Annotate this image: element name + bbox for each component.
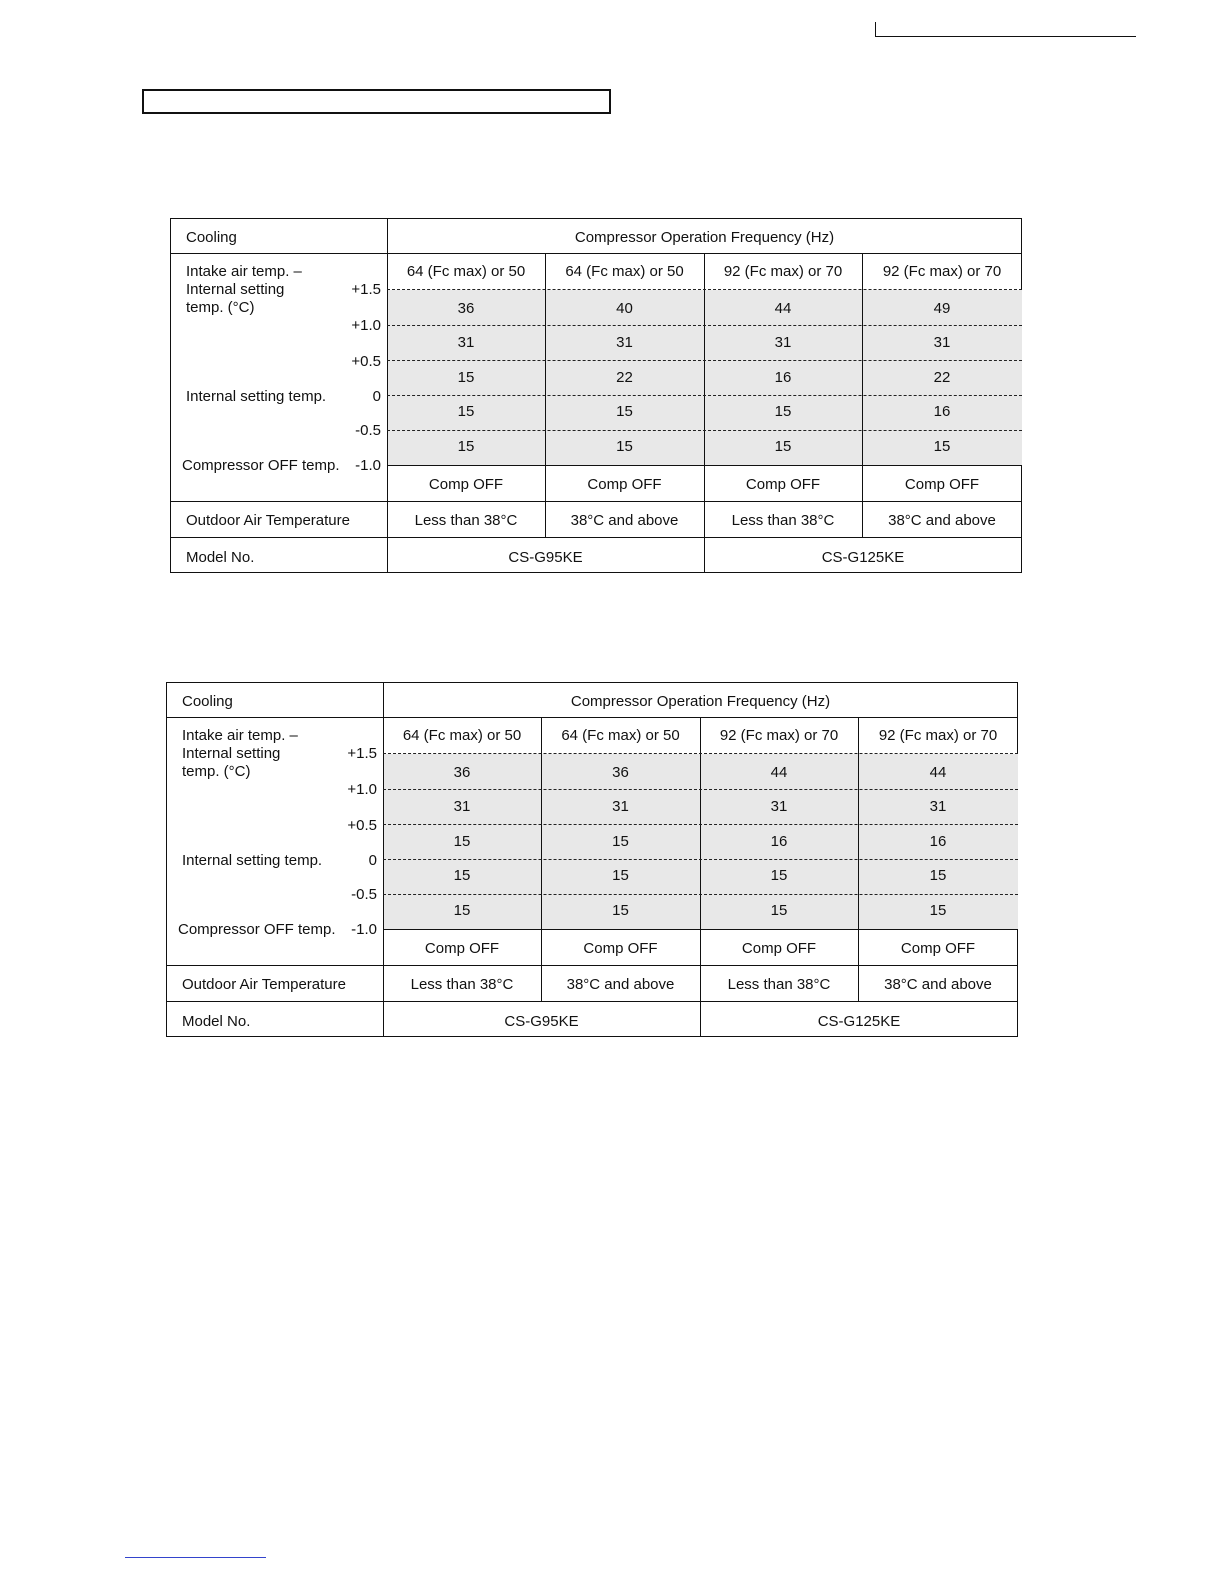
frequency-value: 49 [933,300,951,317]
threshold-value: +1.0 [351,317,381,334]
frequency-value: 15 [774,403,792,420]
frequency-value: 15 [933,438,951,455]
frequency-value: 15 [612,867,629,884]
frequency-value: 36 [457,300,475,317]
frequency-column-header: 92 (Fc max) or 70 [719,727,839,744]
outdoor-temp-cell: Less than 38°C [414,512,518,529]
threshold-dashed-line [387,289,1022,290]
frequency-column-header: 92 (Fc max) or 70 [882,263,1002,280]
comp-off-cell: Comp OFF [904,476,980,493]
comp-off-cell: Comp OFF [741,940,817,957]
frequency-value: 15 [453,833,471,850]
frequency-value: 15 [929,867,947,884]
threshold-value: 0 [368,852,377,869]
threshold-value: +1.0 [347,781,377,798]
threshold-dashed-line [383,789,1018,790]
frequency-value: 15 [457,403,475,420]
internal-setting-label: Internal setting temp. [186,388,327,405]
row-divider [167,1001,1018,1002]
frequency-value: 31 [612,798,629,815]
outdoor-temp-cell: 38°C and above [570,512,679,529]
frequency-value: 44 [774,300,792,317]
comp-off-cell: Comp OFF [424,940,500,957]
threshold-dashed-line [387,325,1022,326]
frequency-value: 16 [770,833,788,850]
intake-label-line3: temp. (°C) [186,299,255,316]
comp-off-cell: Comp OFF [900,940,976,957]
model-number: CS-G125KE [821,549,905,566]
frequency-value: 15 [770,902,788,919]
row-divider [171,537,1022,538]
model-no-label: Model No. [182,1013,251,1030]
outdoor-temp-cell: Less than 38°C [410,976,514,993]
frequency-value: 15 [774,438,792,455]
outdoor-temp-cell: 38°C and above [888,512,996,529]
row-divider [167,717,1018,718]
threshold-value: +1.5 [347,745,377,762]
frequency-value: 15 [457,369,475,386]
model-number: CS-G95KE [504,1013,579,1030]
frequency-value: 22 [616,369,633,386]
frequency-value: 15 [612,833,629,850]
frequency-value: 15 [453,902,471,919]
row-divider [171,253,1022,254]
intake-label-line2: Internal setting [186,281,285,298]
frequency-column-header: 64 (Fc max) or 50 [406,263,526,280]
frequency-value: 36 [612,764,629,781]
threshold-dashed-line [387,360,1022,361]
threshold-value: 0 [372,388,381,405]
threshold-dashed-line [387,395,1022,396]
frequency-value: 31 [453,798,471,815]
row-divider [171,501,1022,502]
frequency-value: 31 [457,334,475,351]
frequency-value: 15 [929,902,947,919]
comp-off-cell: Comp OFF [583,940,658,957]
outdoor-air-temp-label: Outdoor Air Temperature [182,976,346,993]
threshold-value: +0.5 [351,353,381,370]
threshold-dashed-line [387,430,1022,431]
frequency-value: 31 [774,334,792,351]
outdoor-temp-cell: 38°C and above [566,976,675,993]
threshold-dashed-line [383,859,1018,860]
frequency-value: 16 [929,833,947,850]
frequency-header: Compressor Operation Frequency (Hz) [574,229,835,246]
frequency-value: 15 [616,403,633,420]
comp-off-cell: Comp OFF [428,476,504,493]
threshold-value: +0.5 [347,817,377,834]
threshold-value: -0.5 [355,422,381,439]
frequency-value: 44 [770,764,788,781]
frequency-value: 40 [616,300,633,317]
comp-off-temp-label: Compressor OFF temp. [178,921,336,938]
row-divider [167,965,1018,966]
frequency-value: 15 [616,438,633,455]
comp-off-temp-label: Compressor OFF temp. [182,457,340,474]
frequency-value: 22 [933,369,951,386]
footer-link-underline [125,1557,266,1558]
frequency-column-header: 64 (Fc max) or 50 [565,263,684,280]
frequency-table-2 [166,682,1018,1037]
threshold-value: -0.5 [351,886,377,903]
frequency-value: 15 [612,902,629,919]
model-number: CS-G95KE [508,549,583,566]
frequency-value: 31 [770,798,788,815]
frequency-value: 36 [453,764,471,781]
threshold-dashed-line [383,894,1018,895]
intake-label-line1: Intake air temp. – [186,263,302,280]
outdoor-temp-cell: 38°C and above [884,976,992,993]
frequency-table-1 [170,218,1022,573]
threshold-value: +1.5 [351,281,381,298]
frequency-value: 31 [933,334,951,351]
outdoor-temp-cell: Less than 38°C [731,512,835,529]
cooling-label: Cooling [182,693,233,710]
frequency-value: 16 [933,403,951,420]
threshold-value: -1.0 [351,921,377,938]
header-rule [875,22,1136,37]
intake-label-line2: Internal setting [182,745,281,762]
frequency-value: 15 [457,438,475,455]
frequency-value: 15 [453,867,471,884]
frequency-column-header: 92 (Fc max) or 70 [723,263,843,280]
frequency-value: 15 [770,867,788,884]
intake-label-line3: temp. (°C) [182,763,251,780]
model-number: CS-G125KE [817,1013,901,1030]
frequency-column-header: 64 (Fc max) or 50 [402,727,522,744]
threshold-dashed-line [383,753,1018,754]
intake-label-line1: Intake air temp. – [182,727,298,744]
threshold-dashed-line [383,824,1018,825]
cooling-label: Cooling [186,229,237,246]
frequency-header: Compressor Operation Frequency (Hz) [570,693,831,710]
frequency-value: 16 [774,369,792,386]
internal-setting-label: Internal setting temp. [182,852,323,869]
frequency-column-header: 64 (Fc max) or 50 [561,727,680,744]
outdoor-air-temp-label: Outdoor Air Temperature [186,512,350,529]
threshold-value: -1.0 [355,457,381,474]
outdoor-temp-cell: Less than 38°C [727,976,831,993]
frequency-value: 44 [929,764,947,781]
frequency-value: 31 [929,798,947,815]
section-title-box [142,89,611,114]
comp-off-cell: Comp OFF [745,476,821,493]
model-no-label: Model No. [186,549,255,566]
frequency-value: 31 [616,334,633,351]
comp-off-cell: Comp OFF [587,476,662,493]
frequency-column-header: 92 (Fc max) or 70 [878,727,998,744]
